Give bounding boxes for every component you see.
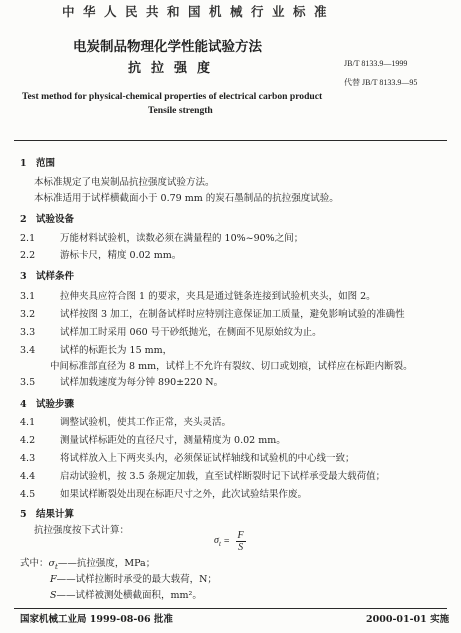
clause-text: 测量试样标距处的直径尺寸，测量精度为 0.02 mm。 <box>60 435 286 446</box>
section-number: 5 <box>20 509 27 520</box>
clause-number: 4.3 <box>20 453 36 464</box>
standard-category-header: 中华人民共和国机械行业标准 <box>62 4 336 19</box>
tensile-strength-formula <box>214 530 246 553</box>
clause-text: 试样加载速度为每分钟 890±220 N。 <box>60 377 224 388</box>
english-title: Test method for physical-chemical properties of electrical carbon product <box>22 91 323 102</box>
clause <box>20 471 385 483</box>
section-number: 1 <box>20 158 27 169</box>
section-number: 3 <box>20 271 27 282</box>
section-number: 4 <box>20 399 27 410</box>
clause <box>20 435 286 447</box>
clause <box>20 309 405 321</box>
formula-symbol: $\sigma_t$ <box>214 535 221 548</box>
clause-number: 2.1 <box>20 233 36 244</box>
where-description: ——抗拉强度，MPa； <box>57 558 156 569</box>
clause-number: 4.5 <box>20 489 36 500</box>
clause <box>20 291 376 303</box>
section-heading <box>20 509 74 521</box>
clause-number: 3.3 <box>20 327 36 338</box>
clause-number: 3.5 <box>20 377 36 388</box>
paragraph: 本标准规定了电炭制品抗拉强度试验方法。 <box>34 177 215 188</box>
clause <box>20 327 322 339</box>
section-heading <box>20 214 74 226</box>
section-heading <box>20 158 55 170</box>
bottom-divider <box>14 608 447 609</box>
clause-text: 拉伸夹具应符合图 1 的要求，夹具是通过链条连接到试验机夹头，如图 2。 <box>60 291 376 302</box>
clause-text: 将试样放入上下两夹头内，必须保证试样轴线和试验机的中心线一致； <box>60 453 355 464</box>
clause <box>20 489 307 501</box>
clause <box>20 417 231 429</box>
where-line <box>50 574 217 586</box>
english-subtitle: Tensile strength <box>148 105 213 116</box>
section-title: 试验步骤 <box>36 399 75 410</box>
document-subtitle: 抗拉强度 <box>128 61 221 76</box>
clause <box>20 233 303 245</box>
clause-number: 4.2 <box>20 435 36 446</box>
where-description: ——试样拉断时承受的最大载荷，N； <box>56 574 217 585</box>
section-heading <box>20 271 74 283</box>
implementation-date: 2000-01-01 实施 <box>366 614 450 625</box>
formula-denominator: S <box>238 542 244 553</box>
replaces-code: 代替 JB/T 8133.9—95 <box>344 78 418 87</box>
formula-equals: = <box>223 536 230 547</box>
clause-number: 4.4 <box>20 471 36 482</box>
where-description: ——试样被测处横截面积，mm²。 <box>56 590 202 601</box>
document-title: 电炭制品物理化学性能试验方法 <box>73 39 262 55</box>
clause-text: 游标卡尺，精度 0.02 mm。 <box>60 250 182 261</box>
clause-text: 调整试验机，使其工作正常，夹头灵活。 <box>60 417 232 428</box>
formula-intro: 抗拉强度按下式计算： <box>34 525 130 536</box>
clause <box>20 377 223 389</box>
where-label: 式中： <box>20 558 49 569</box>
clause-text: 试样按图 3 加工，在制备试样时应特别注意保证加工质量，避免影响试验的准确性 <box>60 309 405 320</box>
where-symbol: $\sigma_t$ <box>48 558 58 571</box>
section-title: 范围 <box>36 158 56 169</box>
clause <box>20 250 181 262</box>
where-symbol: F <box>50 574 57 585</box>
section-title: 试样条件 <box>36 271 75 282</box>
standard-code: JB/T 8133.9—1999 <box>344 59 408 68</box>
clause-text: 试样的标距长为 15 mm， <box>60 345 173 356</box>
section-number: 2 <box>20 214 27 225</box>
clause-number: 3.2 <box>20 309 36 320</box>
section-title: 试验设备 <box>36 214 75 225</box>
section-title: 结果计算 <box>36 509 75 520</box>
top-divider <box>14 140 447 141</box>
clause-number: 3.4 <box>20 345 36 356</box>
clause-text: 万能材料试验机，读数必须在满量程的 10%~90%之间； <box>60 233 304 244</box>
clause-text: 如果试样断裂处出现在标距尺寸之外，此次试验结果作废。 <box>60 489 308 500</box>
clause-number: 3.1 <box>20 291 36 302</box>
approval-info: 国家机械工业局 1999-08-06 批准 <box>20 614 173 625</box>
clause-text: 启动试验机，按 3.5 条规定加载，直至试样断裂时记下试样承受最大载荷值； <box>60 471 386 482</box>
where-line <box>50 590 202 602</box>
formula-numerator: F <box>237 530 244 541</box>
where-symbol: S <box>50 590 57 601</box>
clause <box>20 345 172 357</box>
where-line <box>20 558 155 573</box>
section-heading <box>20 399 74 411</box>
clause-text: 试样加工时采用 060 号干砂纸抛光，在侧面不见原始纹为止。 <box>60 327 322 338</box>
clause-number: 4.1 <box>20 417 36 428</box>
clause <box>20 453 355 465</box>
formula-fraction <box>236 530 246 553</box>
clause-continuation: 中间标准部直径为 8 mm，试样上不允许有裂纹、切口或划痕，试样应在标距内断裂。 <box>50 361 413 372</box>
clause-number: 2.2 <box>20 250 36 261</box>
paragraph: 本标准适用于试样横截面小于 0.79 mm 的炭石墨制品的抗拉强度试验。 <box>34 193 339 204</box>
